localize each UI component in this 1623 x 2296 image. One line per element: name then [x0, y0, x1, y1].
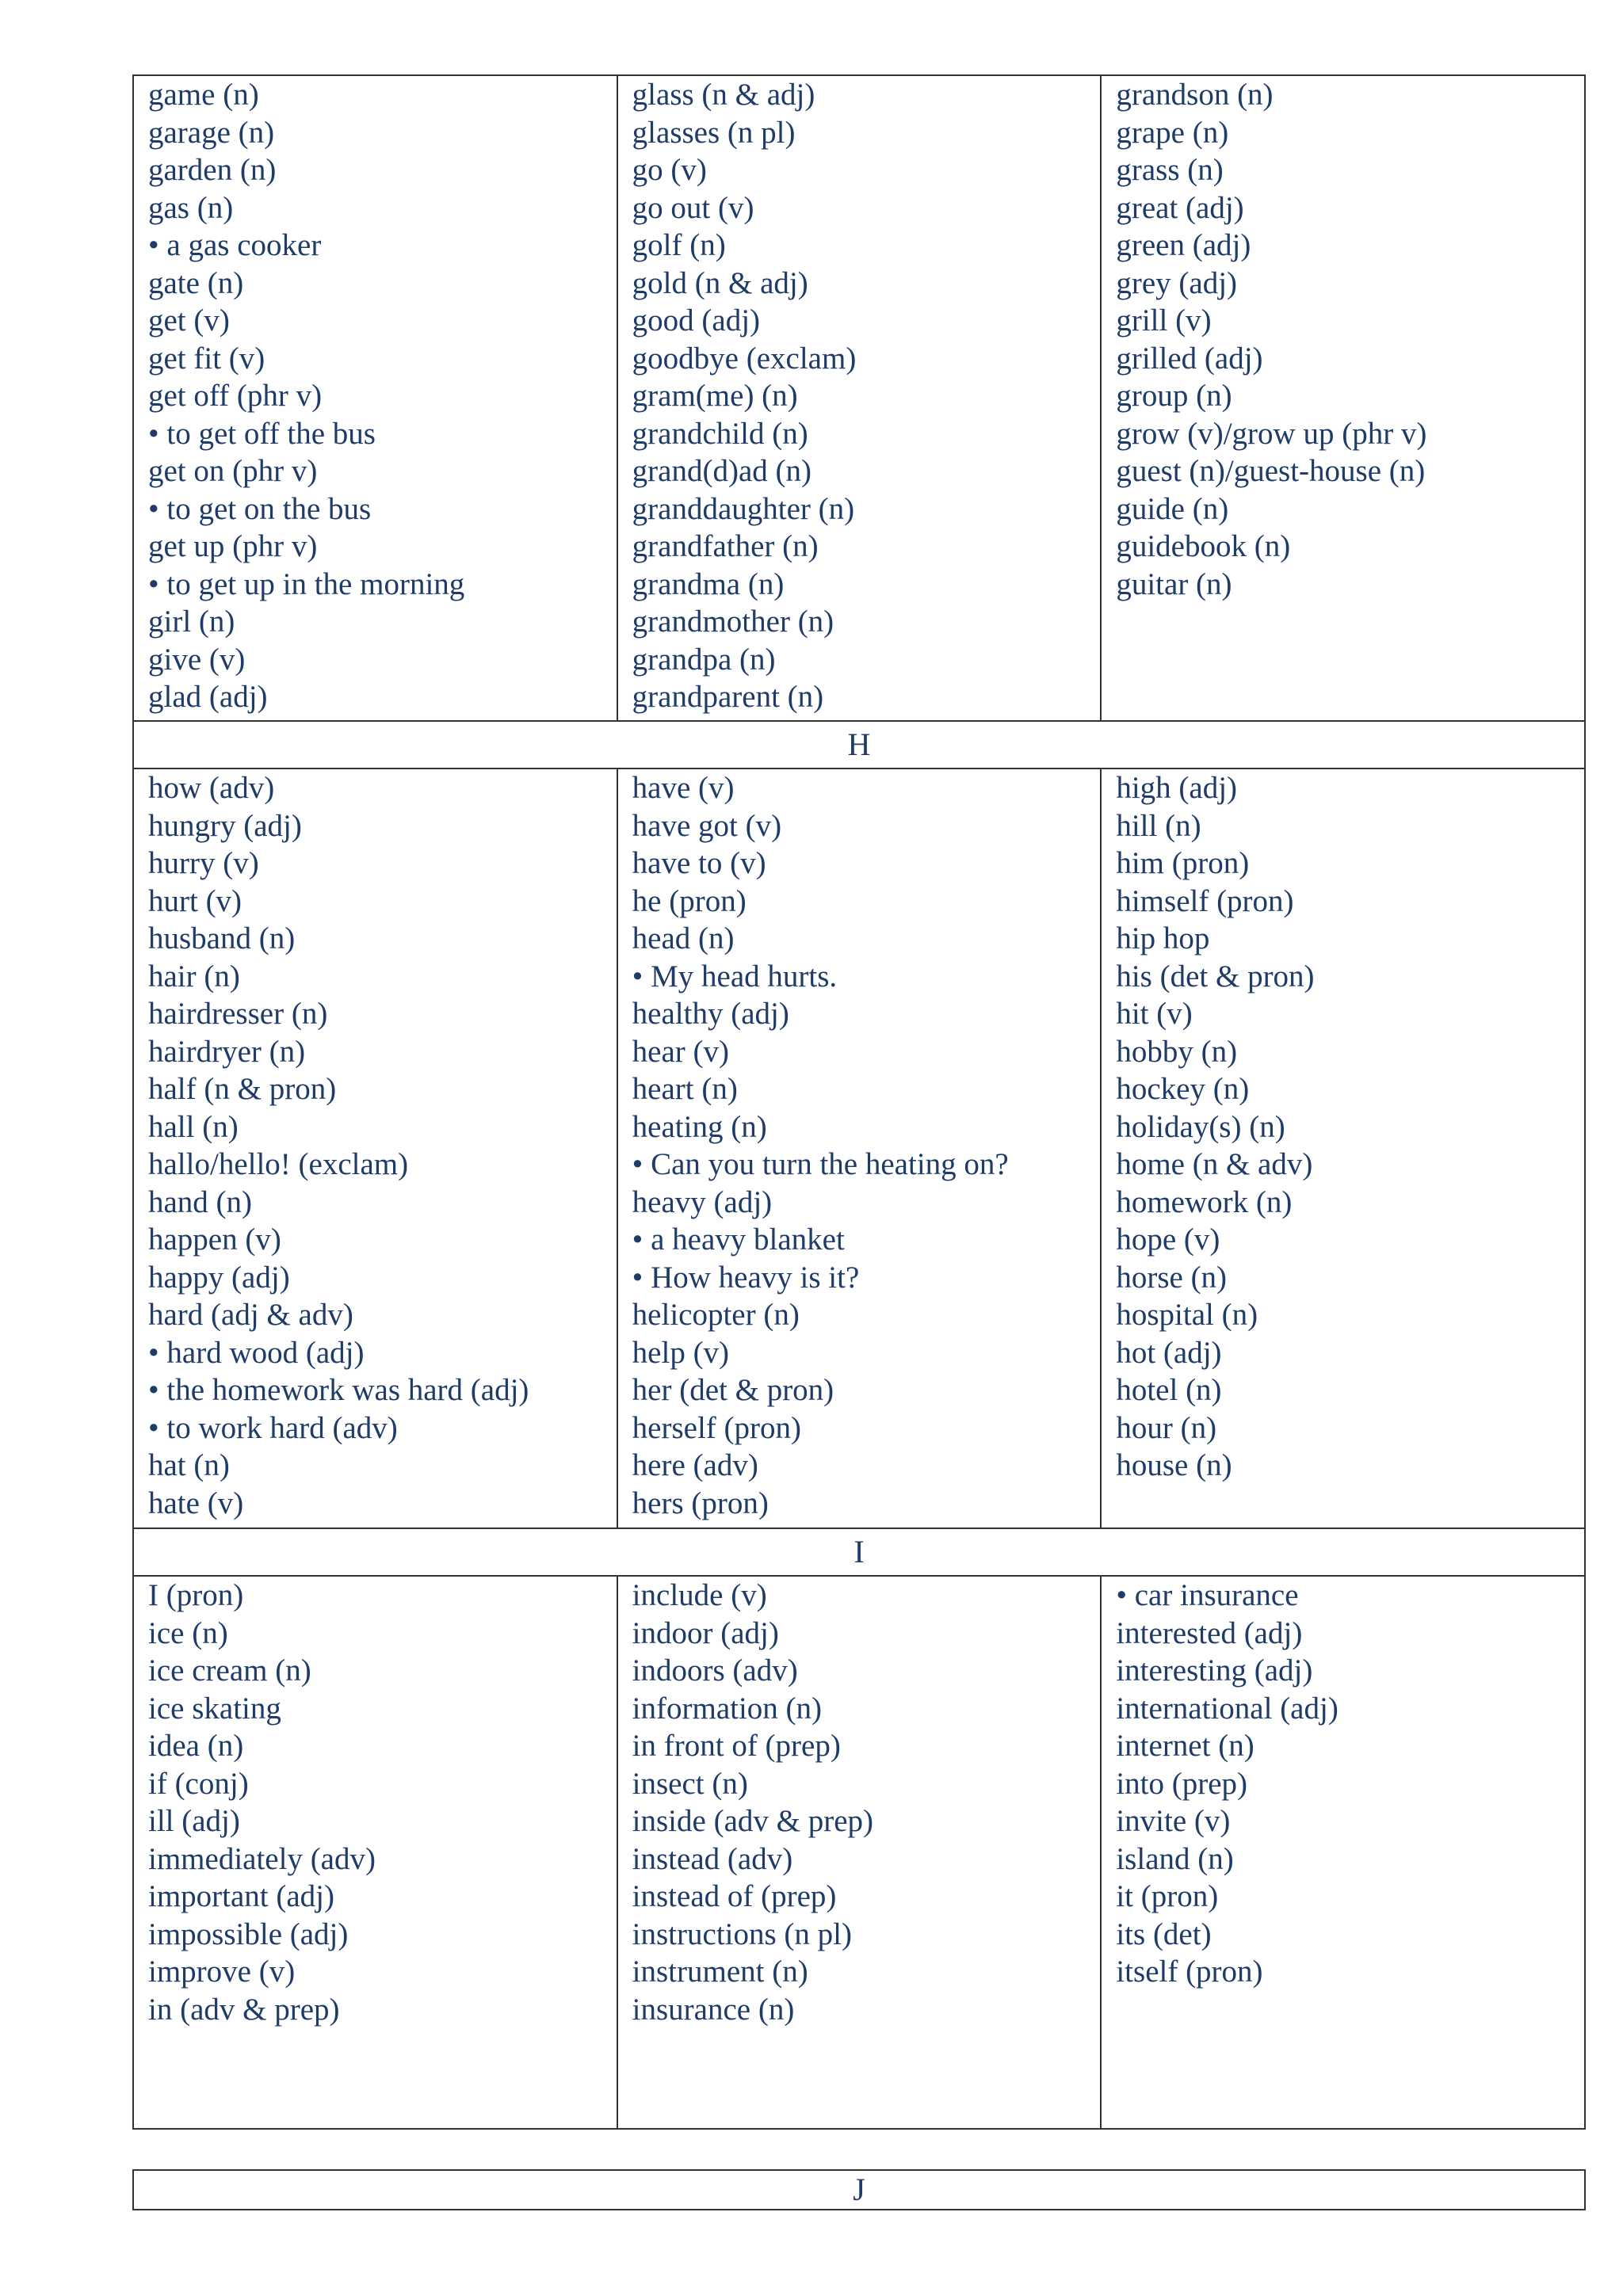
vocab-entry: home (n & adv)	[1116, 1147, 1313, 1181]
vocab-entry: it (pron)	[1116, 1879, 1219, 1913]
vocab-entry: insect (n)	[632, 1766, 748, 1801]
vocab-entry: grill (v)	[1116, 303, 1212, 338]
vocab-entry: indoors (adv)	[632, 1653, 798, 1688]
vocab-entry: ice skating	[148, 1691, 281, 1726]
vocab-entry: • to get up in the morning	[148, 566, 465, 601]
vocab-entry: hall (n)	[148, 1109, 239, 1144]
vocab-entry: • car insurance	[1116, 1578, 1299, 1612]
section-i-table	[132, 1575, 1586, 2130]
vocab-entry: hit (v)	[1116, 997, 1193, 1031]
vocab-entry: heavy (adj)	[632, 1184, 773, 1219]
vocab-entry: instrument (n)	[632, 1955, 808, 1989]
section-i-column-3	[1100, 1577, 1584, 2128]
vocab-entry: ill (adj)	[148, 1804, 240, 1838]
vocab-entry: have to (v)	[632, 846, 766, 880]
vocab-entry: I (pron)	[148, 1578, 244, 1612]
vocab-entry: get up (phr v)	[148, 529, 318, 563]
vocab-entry: glass (n & adj)	[632, 78, 815, 112]
vocab-entry: ice (n)	[148, 1615, 228, 1650]
vocab-entry: information (n)	[632, 1691, 823, 1726]
vocab-entry: hot (adj)	[1116, 1335, 1222, 1370]
vocab-entry: go out (v)	[632, 190, 754, 225]
vocab-entry: into (prep)	[1116, 1766, 1248, 1801]
vocab-entry: heart (n)	[632, 1072, 738, 1106]
vocab-entry: head (n)	[632, 921, 735, 955]
vocab-entry: grandchild (n)	[632, 416, 808, 451]
vocab-entry: garden (n)	[148, 153, 277, 187]
vocab-entry: girl (n)	[148, 605, 235, 639]
vocab-entry: happen (v)	[148, 1222, 281, 1257]
vocab-entry: hope (v)	[1116, 1222, 1220, 1257]
vocab-entry: heating (n)	[632, 1109, 767, 1144]
vocab-entry: improve (v)	[148, 1955, 296, 1989]
vocab-entry: gate (n)	[148, 265, 244, 300]
vocab-entry: hate (v)	[148, 1486, 244, 1520]
vocab-entry: • a heavy blanket	[632, 1222, 845, 1257]
vocab-entry: • My head hurts.	[632, 959, 838, 994]
vocab-entry: homework (n)	[1116, 1184, 1293, 1219]
vocab-entry: grandson (n)	[1116, 78, 1274, 112]
vocab-entry: give (v)	[148, 642, 246, 677]
vocab-entry: glad (adj)	[148, 680, 268, 714]
vocab-entry: him (pron)	[1116, 846, 1250, 880]
vocab-entry: indoor (adj)	[632, 1615, 779, 1650]
vocab-entry: grow (v)/grow up (phr v)	[1116, 416, 1427, 451]
vocab-entry: group (n)	[1116, 379, 1232, 413]
vocab-entry: he (pron)	[632, 883, 747, 918]
vocab-entry: hand (n)	[148, 1184, 253, 1219]
vocab-entry: inside (adv & prep)	[632, 1804, 873, 1838]
vocab-entry: golf (n)	[632, 228, 726, 262]
vocab-entry: her (det & pron)	[632, 1373, 834, 1407]
vocab-entry: immediately (adv)	[148, 1841, 376, 1876]
vocab-entry: high (adj)	[1116, 771, 1238, 805]
vocab-entry: healthy (adj)	[632, 997, 789, 1031]
vocab-entry: internet (n)	[1116, 1729, 1254, 1763]
vocab-entry: • the homework was hard (adj)	[148, 1373, 529, 1407]
vocab-entry: guitar (n)	[1116, 566, 1232, 601]
vocab-entry: gold (n & adj)	[632, 265, 808, 300]
vocab-entry: grandmother (n)	[632, 605, 834, 639]
vocab-entry: important (adj)	[148, 1879, 335, 1913]
section-h-column-2	[617, 769, 1101, 1527]
section-h-header: H	[132, 720, 1586, 769]
vocab-entry: grape (n)	[1116, 115, 1229, 150]
vocab-entry: hip hop	[1116, 921, 1210, 955]
vocab-entry: here (adv)	[632, 1448, 758, 1482]
vocab-entry: ice cream (n)	[148, 1653, 311, 1688]
vocab-entry: hers (pron)	[632, 1486, 769, 1520]
vocab-entry: help (v)	[632, 1335, 730, 1370]
vocab-entry: helicopter (n)	[632, 1298, 800, 1332]
vocab-entry: get fit (v)	[148, 341, 265, 376]
vocab-entry: interesting (adj)	[1116, 1653, 1313, 1688]
vocab-entry: hurt (v)	[148, 883, 242, 918]
vocab-entry: gram(me) (n)	[632, 379, 798, 413]
vocab-entry: hospital (n)	[1116, 1298, 1258, 1332]
vocab-entry: grandma (n)	[632, 566, 785, 601]
vocab-entry: hard (adj & adv)	[148, 1298, 353, 1332]
vocab-entry: • a gas cooker	[148, 228, 322, 262]
vocab-entry: grass (n)	[1116, 153, 1224, 187]
vocab-entry: • to get off the bus	[148, 416, 376, 451]
vocab-entry: in (adv & prep)	[148, 1992, 340, 2027]
vocab-entry: have (v)	[632, 771, 735, 805]
vocab-entry: • to get on the bus	[148, 491, 372, 526]
vocab-entry: grandparent (n)	[632, 680, 824, 714]
vocab-entry: guide (n)	[1116, 491, 1229, 526]
vocab-entry: impossible (adj)	[148, 1917, 349, 1951]
vocab-entry: himself (pron)	[1116, 883, 1294, 918]
vocab-entry: grandpa (n)	[632, 642, 776, 677]
vocab-entry: his (det & pron)	[1116, 959, 1315, 994]
vocab-entry: grey (adj)	[1116, 265, 1238, 300]
section-g-column-1	[134, 76, 617, 720]
vocab-entry: get (v)	[148, 303, 230, 338]
vocab-entry: hair (n)	[148, 959, 240, 994]
vocab-entry: holiday(s) (n)	[1116, 1109, 1285, 1144]
vocab-entry: herself (pron)	[632, 1410, 801, 1445]
vocab-entry: itself (pron)	[1116, 1955, 1263, 1989]
vocab-entry: good (adj)	[632, 303, 761, 338]
vocab-entry: insurance (n)	[632, 1992, 795, 2027]
section-g-table	[132, 74, 1586, 722]
vocab-entry: • How heavy is it?	[632, 1260, 860, 1295]
vocab-entry: • Can you turn the heating on?	[632, 1147, 1009, 1181]
vocab-entry: get on (phr v)	[148, 454, 318, 488]
vocab-entry: • to work hard (adv)	[148, 1410, 398, 1445]
vocab-entry: hobby (n)	[1116, 1034, 1238, 1069]
vocab-entry: hallo/hello! (exclam)	[148, 1147, 409, 1181]
vocab-entry: hurry (v)	[148, 846, 259, 880]
vocab-entry: hairdresser (n)	[148, 997, 328, 1031]
vocab-entry: how (adv)	[148, 771, 275, 805]
vocab-entry: glasses (n pl)	[632, 115, 796, 150]
vocab-entry: hotel (n)	[1116, 1373, 1222, 1407]
vocab-entry: hear (v)	[632, 1034, 730, 1069]
section-i-column-2	[617, 1577, 1101, 2128]
vocab-entry: happy (adj)	[148, 1260, 290, 1295]
vocab-entry: interested (adj)	[1116, 1615, 1303, 1650]
vocab-entry: guest (n)/guest-house (n)	[1116, 454, 1426, 488]
vocab-entry: get off (phr v)	[148, 379, 323, 413]
vocab-entry: invite (v)	[1116, 1804, 1231, 1838]
section-h-table	[132, 768, 1586, 1529]
vocab-entry: if (conj)	[148, 1766, 249, 1801]
vocab-entry: instead (adv)	[632, 1841, 793, 1876]
vocab-entry: house (n)	[1116, 1448, 1232, 1482]
vocab-entry: its (det)	[1116, 1917, 1212, 1951]
vocab-entry: hill (n)	[1116, 808, 1201, 843]
vocab-entry: game (n)	[148, 78, 259, 112]
vocab-entry: husband (n)	[148, 921, 296, 955]
vocab-entry: include (v)	[632, 1578, 767, 1612]
vocab-entry: idea (n)	[148, 1729, 244, 1763]
vocab-entry: instructions (n pl)	[632, 1917, 852, 1951]
section-i-column-1	[134, 1577, 617, 2128]
vocab-entry: hungry (adj)	[148, 808, 302, 843]
vocab-entry: grand(d)ad (n)	[632, 454, 812, 488]
vocab-entry: granddaughter (n)	[632, 491, 855, 526]
vocab-entry: grilled (adj)	[1116, 341, 1263, 376]
vocab-entry: goodbye (exclam)	[632, 341, 857, 376]
vocab-entry: • hard wood (adj)	[148, 1335, 365, 1370]
section-h-column-3	[1100, 769, 1584, 1527]
vocab-entry: great (adj)	[1116, 190, 1244, 225]
vocab-entry: have got (v)	[632, 808, 782, 843]
section-j-header: J	[132, 2169, 1586, 2210]
vocab-entry: gas (n)	[148, 190, 234, 225]
vocab-entry: hockey (n)	[1116, 1072, 1250, 1106]
vocab-entry: in front of (prep)	[632, 1729, 841, 1763]
vocab-entry: horse (n)	[1116, 1260, 1228, 1295]
vocab-entry: go (v)	[632, 153, 707, 187]
vocab-entry: instead of (prep)	[632, 1879, 837, 1913]
vocab-entry: island (n)	[1116, 1841, 1234, 1876]
vocab-entry: hat (n)	[148, 1448, 230, 1482]
section-g-column-2	[617, 76, 1101, 720]
vocab-entry: half (n & pron)	[148, 1072, 337, 1106]
vocab-entry: hairdryer (n)	[148, 1034, 306, 1069]
vocab-entry: grandfather (n)	[632, 529, 819, 563]
vocab-entry: guidebook (n)	[1116, 529, 1291, 563]
section-g-column-3	[1100, 76, 1584, 720]
vocab-entry: international (adj)	[1116, 1691, 1338, 1726]
vocab-entry: green (adj)	[1116, 228, 1251, 262]
vocab-entry: hour (n)	[1116, 1410, 1217, 1445]
section-i-header: I	[132, 1527, 1586, 1577]
section-h-column-1	[134, 769, 617, 1527]
vocab-entry: garage (n)	[148, 115, 275, 150]
